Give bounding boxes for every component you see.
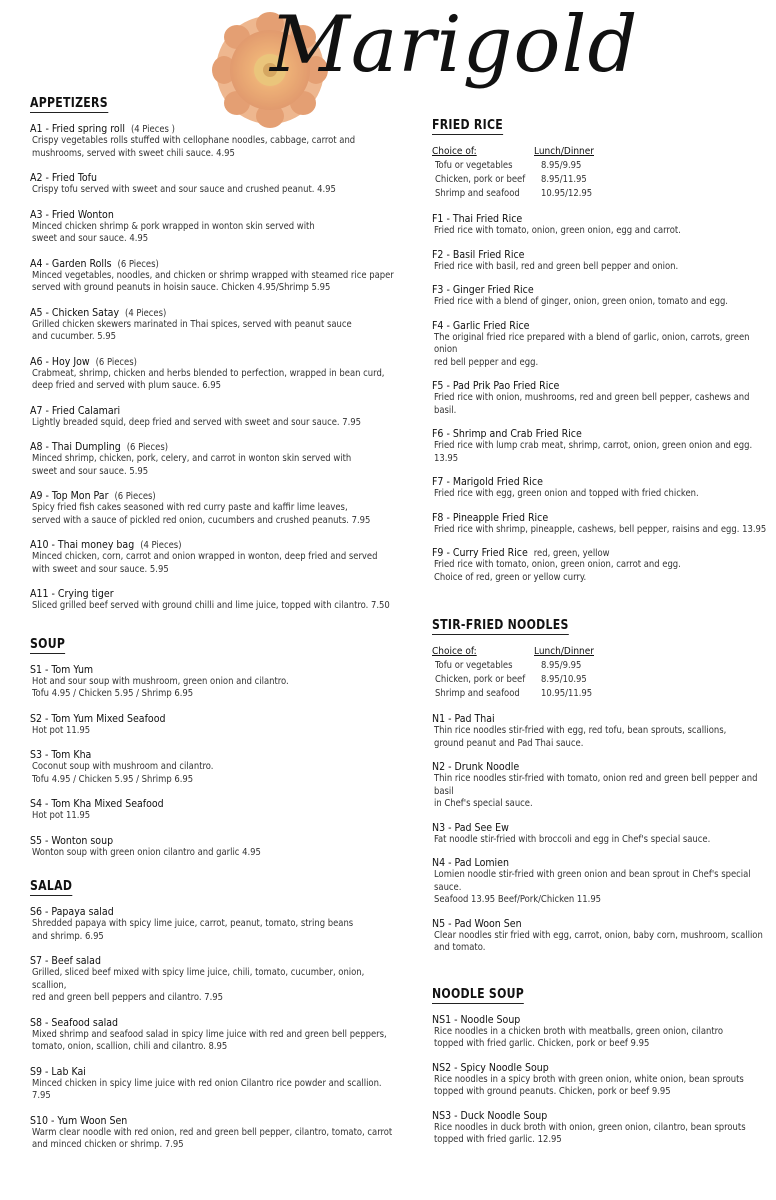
menu-item-name bbox=[30, 1115, 400, 1127]
section-title: SOUP bbox=[30, 635, 66, 652]
menu-item-description: Clear noodles stir fried with egg, carrot, onion, baby corn, mushroom, scallion and tomato. bbox=[434, 929, 763, 953]
menu-item-name bbox=[30, 172, 400, 184]
menu-item-description: Hot and sour soup with mushroom, green onion and cilantro. Tofu 4.95 / Chicken 5.95 / Shrimp 6.95 bbox=[32, 675, 289, 699]
menu-item-description: Crispy tofu served with sweet and sour sauce and crushed peanut. 4.95 bbox=[32, 184, 336, 195]
menu-item-name bbox=[432, 1014, 772, 1026]
menu-item-description: Spicy fried fish cakes seasoned with red curry paste and kaffir lime leaves, served with a sauce of pickled red onion, cucumbers and crushed peanuts. 7.95 bbox=[32, 502, 371, 526]
menu-item bbox=[432, 284, 772, 309]
menu-item-name bbox=[432, 476, 772, 488]
menu-item-description: Rice noodles in a chicken broth with meatballs, green onion, cilantro topped with fried garlic. Chicken, pork or beef 9.95 bbox=[434, 1025, 724, 1049]
menu-item bbox=[30, 490, 400, 527]
menu-item-name bbox=[30, 490, 400, 502]
menu-item-description: Lightly breaded squid, deep fried and served with sweet and sour sauce. 7.95 bbox=[32, 416, 362, 428]
item-title: S7 - Beef salad bbox=[30, 955, 101, 967]
menu-item-name bbox=[30, 1066, 400, 1078]
item-title: A1 - Fried spring roll bbox=[30, 123, 125, 135]
item-title: A6 - Hoy Jow bbox=[30, 355, 90, 368]
menu-item bbox=[432, 512, 772, 537]
menu-item bbox=[30, 906, 400, 943]
menu-item bbox=[30, 713, 400, 738]
menu-item-name bbox=[30, 664, 400, 676]
choice-option: Shrimp and seafood bbox=[435, 688, 520, 699]
menu-item bbox=[432, 713, 772, 750]
choice-row bbox=[432, 659, 772, 673]
item-title: S6 - Papaya salad bbox=[30, 906, 114, 918]
menu-item bbox=[30, 356, 400, 393]
menu-item bbox=[30, 1115, 400, 1152]
item-title: A7 - Fried Calamari bbox=[30, 404, 121, 417]
item-title: S9 - Lab Kai bbox=[30, 1065, 86, 1078]
menu-item bbox=[432, 857, 772, 907]
menu-item-description: Minced chicken shrimp & pork wrapped in wonton skin served with sweet and sour sauce. 4.95 bbox=[32, 220, 315, 244]
menu-item-name bbox=[432, 761, 772, 773]
item-title: A2 - Fried Tofu bbox=[30, 172, 97, 184]
item-title: S5 - Wonton soup bbox=[30, 834, 114, 847]
menu-item-description: Fat noodle stir-fried with broccoli and egg in Chef's special sauce. bbox=[434, 833, 711, 845]
choice-row bbox=[432, 673, 772, 687]
menu-item-description: Fried rice with a blend of ginger, onion, green onion, tomato and egg. bbox=[434, 296, 728, 307]
item-title: NS3 - Duck Noodle Soup bbox=[432, 1109, 548, 1122]
menu-item-name bbox=[432, 713, 772, 725]
noodle-soup-section bbox=[432, 983, 772, 1147]
item-title: F5 - Pad Prik Pao Fried Rice bbox=[432, 380, 560, 392]
menu-item-description: Minced chicken in spicy lime juice with red onion Cilantro rice powder and scallion. 7.95 bbox=[32, 1077, 382, 1101]
item-title: S3 - Tom Kha bbox=[30, 749, 92, 761]
choice-price: 8.95/9.95 bbox=[541, 660, 582, 671]
menu-item-name bbox=[432, 380, 772, 392]
menu-item bbox=[30, 539, 400, 576]
item-note: (4 Pieces) bbox=[125, 307, 167, 319]
item-note: (6 Pieces) bbox=[95, 356, 137, 368]
item-title: NS1 - Noodle Soup bbox=[432, 1013, 521, 1026]
menu-item-name bbox=[432, 918, 772, 930]
menu-item-description: Rice noodles in duck broth with onion, green onion, cilantro, bean sprouts topped with fried garlic. 12.95 bbox=[434, 1121, 746, 1145]
item-title: F3 - Ginger Fried Rice bbox=[432, 284, 534, 296]
choice-header: Lunch/Dinner bbox=[534, 146, 594, 157]
menu-item-name bbox=[432, 320, 772, 332]
menu-item-name bbox=[432, 1110, 772, 1122]
menu-item-description: Fried rice with tomato, onion, green onion, carrot and egg. Choice of red, green or yellow curry. bbox=[434, 559, 681, 583]
menu-item bbox=[432, 918, 772, 955]
menu-item bbox=[432, 822, 772, 847]
menu-item-name bbox=[30, 749, 400, 761]
appetizers-section bbox=[30, 92, 400, 613]
menu-item bbox=[30, 588, 400, 613]
menu-item-name bbox=[30, 588, 400, 600]
left-column bbox=[30, 92, 400, 1152]
menu-item-name bbox=[30, 713, 400, 725]
choice-header: Choice of: bbox=[432, 146, 477, 157]
item-title: NS2 - Spicy Noodle Soup bbox=[432, 1061, 549, 1074]
item-note: red, green, yellow bbox=[533, 548, 610, 559]
menu-item-description: Hot pot 11.95 bbox=[32, 724, 91, 736]
choice-header: Choice of: bbox=[432, 646, 477, 657]
menu-item-description: Coconut soup with mushroom and cilantro. Tofu 4.95 / Chicken 5.95 / Shrimp 6.95 bbox=[32, 761, 214, 785]
menu-item-name bbox=[30, 209, 400, 221]
item-note: (4 Pieces) bbox=[140, 540, 182, 551]
menu-item-name bbox=[30, 835, 400, 847]
menu-item bbox=[30, 749, 400, 786]
menu-item-description: Rice noodles in a spicy broth with green onion, white onion, bean sprouts topped with ground peanuts. Chicken, pork or beef 9.95 bbox=[434, 1073, 744, 1097]
menu-item-name bbox=[432, 428, 772, 440]
menu-item-name bbox=[432, 822, 772, 834]
choice-header: Lunch/Dinner bbox=[534, 646, 594, 657]
section-title: FRIED RICE bbox=[432, 117, 503, 133]
menu-item bbox=[432, 213, 772, 238]
stir-fried-noodles-section bbox=[432, 614, 772, 955]
choice-option: Tofu or vegetables bbox=[435, 160, 513, 171]
price-choice-table bbox=[432, 145, 772, 201]
menu-item-description: Thin rice noodles stir-fried with tomato, onion red and green bell pepper and basil in Chef's special sauce. bbox=[434, 773, 758, 809]
item-note: (6 Pieces) bbox=[117, 258, 159, 270]
section-title: APPETIZERS bbox=[30, 95, 108, 111]
item-title: A4 - Garden Rolls bbox=[30, 257, 112, 270]
menu-item-description: Fried rice with onion, mushrooms, red and green bell pepper, cashews and basil. bbox=[434, 392, 750, 416]
menu-item bbox=[432, 476, 772, 501]
menu-item-name bbox=[30, 955, 400, 967]
choice-option: Shrimp and seafood bbox=[435, 188, 520, 199]
menu-item-description: Fried rice with shrimp, pineapple, cashews, bell pepper, raisins and egg. 13.95 bbox=[434, 523, 767, 535]
menu-item bbox=[432, 1110, 772, 1147]
choice-row bbox=[432, 159, 772, 173]
soup-section bbox=[30, 633, 400, 860]
choice-price: 10.95/11.95 bbox=[541, 688, 593, 699]
menu-item-name bbox=[30, 906, 400, 918]
menu-item bbox=[30, 307, 400, 344]
item-title: N1 - Pad Thai bbox=[432, 713, 495, 725]
menu-item-description: Minced chicken, corn, carrot and onion wrapped in wonton, deep fried and served with sweet and sour sauce. 5.95 bbox=[32, 551, 378, 575]
menu-item-name bbox=[30, 539, 400, 551]
choice-price: 8.95/10.95 bbox=[541, 674, 587, 685]
menu-item-name bbox=[30, 405, 400, 417]
item-title: S4 - Tom Kha Mixed Seafood bbox=[30, 798, 164, 810]
menu-item-description: Fried rice with basil, red and green bell pepper and onion. bbox=[434, 260, 679, 272]
menu-item-description: Fried rice with egg, green onion and topped with fried chicken. bbox=[434, 488, 699, 499]
menu-item-name bbox=[30, 798, 400, 810]
section-title: STIR-FRIED NOODLES bbox=[432, 617, 569, 633]
menu-item-description: The original fried rice prepared with a blend of garlic, onion, carrots, green onion red bell pepper and egg. bbox=[434, 331, 750, 368]
choice-row bbox=[432, 173, 772, 187]
menu-item-description: Grilled chicken skewers marinated in Thai spices, served with peanut sauce and cucumber. 5.95 bbox=[32, 318, 352, 342]
item-note: (4 Pieces ) bbox=[130, 124, 175, 135]
menu-item bbox=[30, 1017, 400, 1054]
menu-item-description: Minced shrimp, chicken, pork, celery, and carrot in wonton skin served with sweet and sour sauce. 5.95 bbox=[32, 453, 352, 477]
choice-price: 8.95/11.95 bbox=[541, 174, 587, 185]
menu-item-name bbox=[432, 284, 772, 296]
menu-item bbox=[30, 123, 400, 160]
menu-item bbox=[30, 258, 400, 295]
menu-item-name bbox=[432, 512, 772, 524]
menu-item bbox=[432, 761, 772, 811]
item-title: A11 - Crying tiger bbox=[30, 588, 114, 600]
menu-item bbox=[30, 405, 400, 430]
item-title: A5 - Chicken Satay bbox=[30, 306, 120, 319]
item-title: F2 - Basil Fried Rice bbox=[432, 248, 525, 261]
menu-item-description: Crabmeat, shrimp, chicken and herbs blended to perfection, wrapped in bean curd, deep fried and served with plum sauce. 6.95 bbox=[32, 367, 385, 391]
menu-item bbox=[30, 835, 400, 860]
menu-item-description: Minced vegetables, noodles, and chicken or shrimp wrapped with steamed rice paper served with ground peanuts in hoisin sauce. Chicken 4.95/Shrimp 5.95 bbox=[32, 269, 394, 293]
item-note: (6 Pieces) bbox=[114, 491, 156, 502]
item-title: F6 - Shrimp and Crab Fried Rice bbox=[432, 428, 582, 440]
choice-price: 10.95/12.95 bbox=[541, 188, 593, 199]
choice-price: 8.95/9.95 bbox=[541, 160, 582, 171]
item-title: N3 - Pad See Ew bbox=[432, 821, 509, 834]
menu-item-name bbox=[432, 547, 772, 559]
menu-item-name bbox=[30, 1017, 400, 1029]
menu-item-description: Warm clear noodle with red onion, red and green bell pepper, cilantro, tomato, carrot and minced chicken or shrimp. 7.95 bbox=[32, 1126, 393, 1150]
item-title: F4 - Garlic Fried Rice bbox=[432, 319, 530, 332]
menu-item-description: Fried rice with lump crab meat, shrimp, carrot, onion, green onion and egg. 13.95 bbox=[434, 440, 753, 464]
menu-item-description: Fried rice with tomato, onion, green onion, egg and carrot. bbox=[434, 225, 681, 236]
item-title: S1 - Tom Yum bbox=[30, 663, 94, 676]
menu-item-description: Shredded papaya with spicy lime juice, carrot, peanut, tomato, string beans and shrimp. 6.95 bbox=[32, 918, 354, 942]
choice-option: Chicken, pork or beef bbox=[435, 174, 526, 185]
item-title: S10 - Yum Woon Sen bbox=[30, 1114, 128, 1127]
item-title: F9 - Curry Fried Rice bbox=[432, 547, 528, 559]
menu-item bbox=[30, 664, 400, 701]
section-title: NOODLE SOUP bbox=[432, 985, 525, 1002]
menu-item-name bbox=[432, 213, 772, 225]
menu-item-description: Wonton soup with green onion cilantro and garlic 4.95 bbox=[32, 846, 261, 858]
menu-item bbox=[432, 380, 772, 417]
menu-item-description: Mixed shrimp and seafood salad in spicy lime juice with red and green bell peppers, tomato, onion, scallion, chili and cilantro. 8.95 bbox=[32, 1028, 387, 1052]
menu-item bbox=[30, 172, 400, 197]
choice-option: Tofu or vegetables bbox=[435, 660, 513, 671]
item-title: F1 - Thai Fried Rice bbox=[432, 213, 523, 225]
menu-item bbox=[432, 1062, 772, 1099]
item-title: S8 - Seafood salad bbox=[30, 1016, 119, 1029]
menu-item-description: Thin rice noodles stir-fried with egg, red tofu, bean sprouts, scallions, ground peanut and Pad Thai sauce. bbox=[434, 725, 727, 749]
menu-item bbox=[432, 1014, 772, 1051]
menu-item-description: Grilled, sliced beef mixed with spicy lime juice, chili, tomato, cucumber, onion, scallion, red and green bell peppers and cilantro. 7.95 bbox=[32, 967, 365, 1003]
menu-item-name bbox=[432, 857, 772, 869]
menu-item-description: Crispy vegetables rolls stuffed with cellophane noodles, cabbage, carrot and mushrooms, served with sweet chili sauce. 4.95 bbox=[32, 135, 356, 159]
item-title: A10 - Thai money bag bbox=[30, 539, 135, 551]
choice-row bbox=[432, 187, 772, 201]
menu-item-name bbox=[432, 249, 772, 261]
choice-option: Chicken, pork or beef bbox=[435, 674, 526, 685]
menu-item-name bbox=[30, 258, 400, 270]
menu-item-description: Sliced grilled beef served with ground chilli and lime juice, topped with cilantro. 7.50 bbox=[32, 600, 390, 611]
menu-item bbox=[30, 1066, 400, 1103]
menu-item bbox=[432, 547, 772, 584]
menu-item-name bbox=[30, 356, 400, 368]
menu-item-description: Hot pot 11.95 bbox=[32, 810, 91, 821]
menu-item-name bbox=[432, 1062, 772, 1074]
menu-item bbox=[30, 209, 400, 246]
item-title: S2 - Tom Yum Mixed Seafood bbox=[30, 712, 166, 725]
menu-item bbox=[30, 798, 400, 823]
menu-item bbox=[432, 428, 772, 465]
menu-item bbox=[432, 320, 772, 370]
menu-item bbox=[30, 955, 400, 1005]
item-title: A3 - Fried Wonton bbox=[30, 208, 114, 221]
item-title: N4 - Pad Lomien bbox=[432, 857, 509, 869]
choice-row bbox=[432, 687, 772, 701]
item-title: F8 - Pineapple Fried Rice bbox=[432, 511, 549, 524]
item-title: N2 - Drunk Noodle bbox=[432, 761, 520, 773]
menu-item-name bbox=[30, 441, 400, 453]
menu-item-name bbox=[30, 307, 400, 319]
item-title: F7 - Marigold Fried Rice bbox=[432, 476, 543, 488]
menu-item-name bbox=[30, 123, 400, 135]
menu-item bbox=[30, 441, 400, 478]
fried-rice-section bbox=[432, 114, 772, 584]
item-title: A8 - Thai Dumpling bbox=[30, 441, 121, 453]
item-title: A9 - Top Mon Par bbox=[30, 490, 109, 502]
item-note: (6 Pieces) bbox=[126, 442, 169, 453]
item-title: N5 - Pad Woon Sen bbox=[432, 917, 522, 930]
menu-item bbox=[432, 249, 772, 274]
restaurant-title: Marigold bbox=[270, 0, 639, 90]
section-title: SALAD bbox=[30, 878, 73, 894]
salad-section bbox=[30, 875, 400, 1152]
right-column bbox=[432, 114, 772, 1147]
menu-item-description: Lomien noodle stir-fried with green onion and bean sprout in Chef's special sauce. Seafood 13.95 Beef/Pork/Chicken 11.95 bbox=[434, 869, 751, 905]
price-choice-table bbox=[432, 645, 772, 701]
